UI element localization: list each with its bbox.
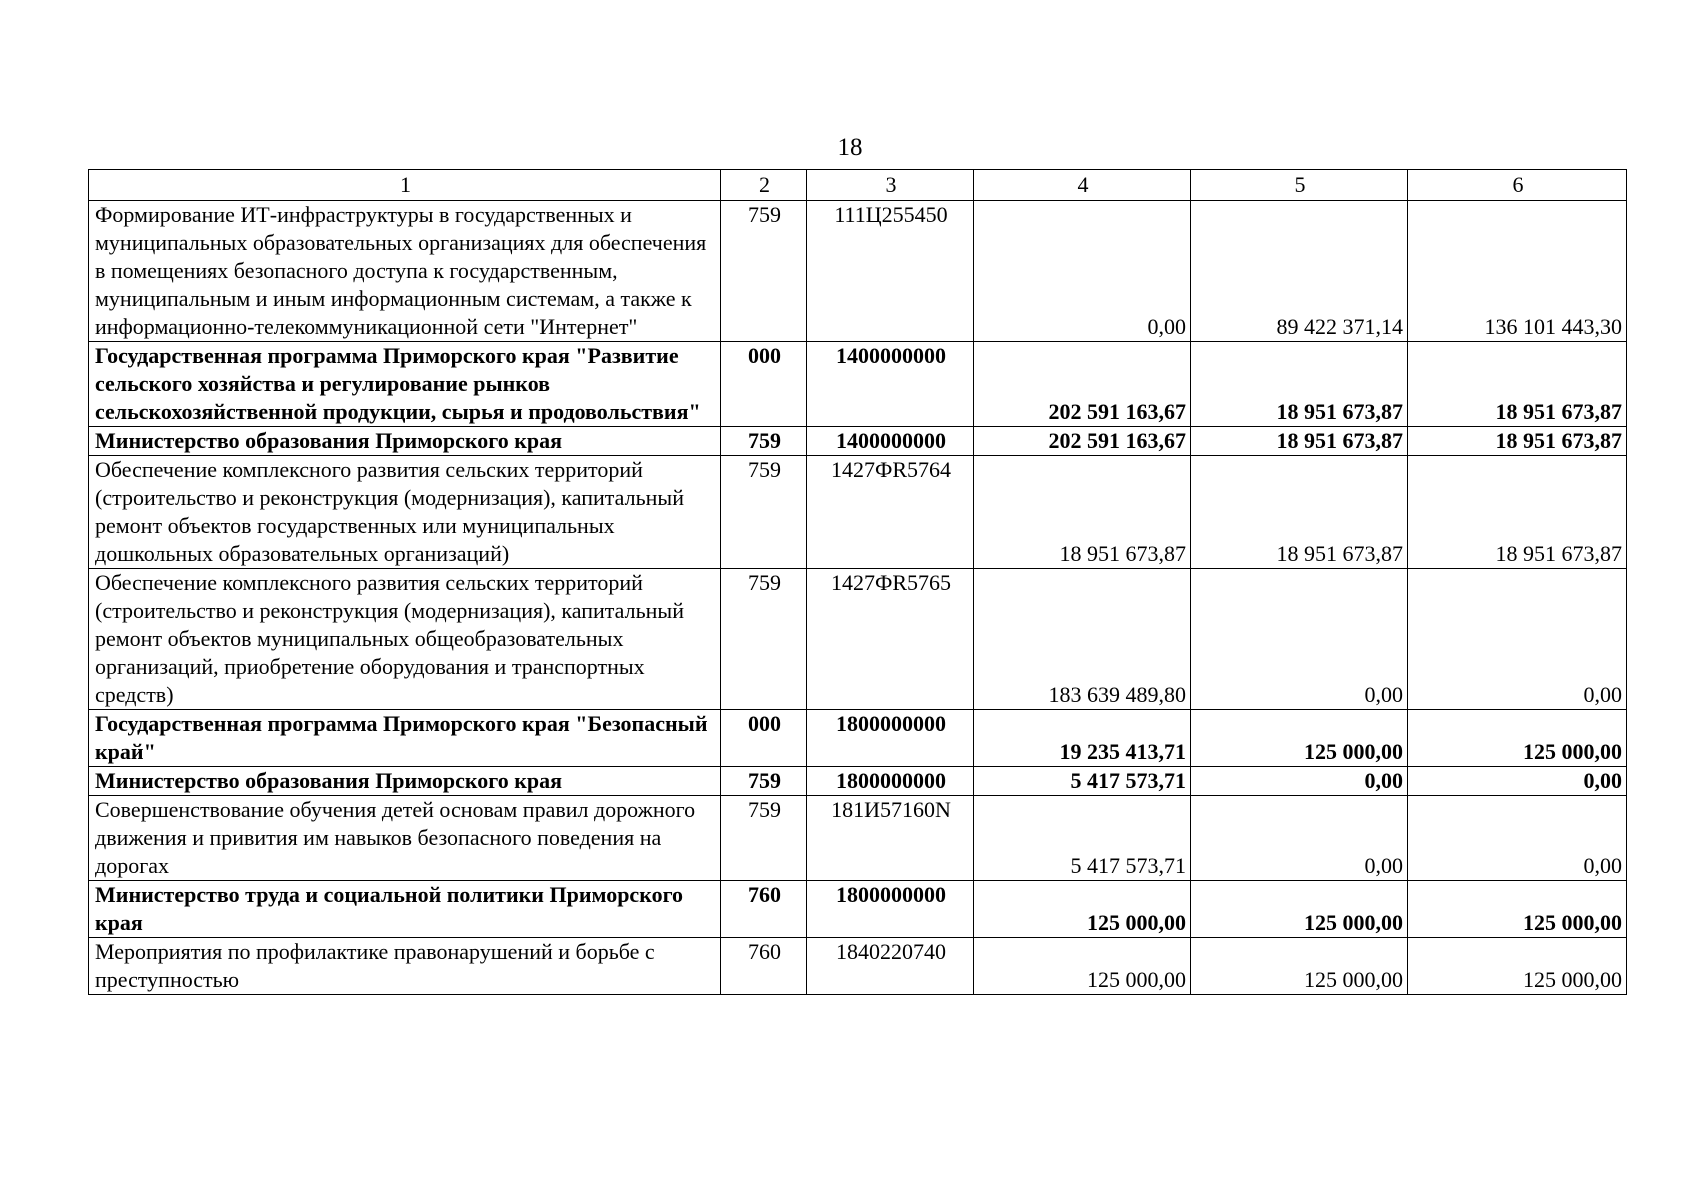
- row-value-col6: 18 951 673,87: [1408, 342, 1627, 427]
- row-target-code: 1427ФR5765: [807, 569, 974, 710]
- table-row: [89, 427, 1627, 456]
- row-value-col5: 0,00: [1191, 767, 1408, 796]
- row-value-col4: 202 591 163,67: [974, 342, 1191, 427]
- row-value-col5: 125 000,00: [1191, 710, 1408, 767]
- row-value-col6: 18 951 673,87: [1408, 456, 1627, 569]
- row-value-col5: 18 951 673,87: [1191, 427, 1408, 456]
- row-name: Совершенствование обучения детей основам правил дорожного движения и привития им навыков безопасного поведения на дорогах: [89, 796, 721, 881]
- row-target-code: 1427ФR5764: [807, 456, 974, 569]
- row-value-col5: 0,00: [1191, 569, 1408, 710]
- row-target-code: 181И57160N: [807, 796, 974, 881]
- row-value-col4: 5 417 573,71: [974, 796, 1191, 881]
- row-target-code: 1840220740: [807, 938, 974, 995]
- row-value-col5: 18 951 673,87: [1191, 342, 1408, 427]
- column-header: 3: [807, 170, 974, 201]
- row-value-col5: 18 951 673,87: [1191, 456, 1408, 569]
- row-code: 000: [721, 710, 807, 767]
- row-name: Мероприятия по профилактике правонарушений и борьбе с преступностью: [89, 938, 721, 995]
- row-value-col5: 125 000,00: [1191, 938, 1408, 995]
- row-target-code: 1800000000: [807, 881, 974, 938]
- row-target-code: 1400000000: [807, 427, 974, 456]
- row-target-code: 1800000000: [807, 710, 974, 767]
- page-number: 18: [837, 134, 863, 161]
- column-header: 2: [721, 170, 807, 201]
- row-code: 000: [721, 342, 807, 427]
- table-row: [89, 881, 1627, 938]
- row-name: Государственная программа Приморского края "Развитие сельского хозяйства и регулирование рынков сельскохозяйственной продукции, сырья и продовольствия": [89, 342, 721, 427]
- row-code: 759: [721, 569, 807, 710]
- header-row: [89, 170, 1627, 201]
- row-value-col4: 5 417 573,71: [974, 767, 1191, 796]
- table-row: [89, 569, 1627, 710]
- row-code: 759: [721, 201, 807, 342]
- row-code: 760: [721, 881, 807, 938]
- row-value-col5: 0,00: [1191, 796, 1408, 881]
- row-value-col6: 0,00: [1408, 767, 1627, 796]
- table-row: [89, 938, 1627, 995]
- row-name: Обеспечение комплексного развития сельских территорий (строительство и реконструкция (модернизация), капитальный ремонт объектов государственных или муниципальных дошкольных образовательных организаций): [89, 456, 721, 569]
- row-name: Обеспечение комплексного развития сельских территорий (строительство и реконструкция (модернизация), капитальный ремонт объектов муниципальных общеобразовательных организаций, приобретение оборудования и транспортных средств): [89, 569, 721, 710]
- row-value-col4: 19 235 413,71: [974, 710, 1191, 767]
- row-name: Министерство образования Приморского края: [89, 427, 721, 456]
- column-header: 1: [89, 170, 721, 201]
- table-row: [89, 710, 1627, 767]
- row-value-col5: 89 422 371,14: [1191, 201, 1408, 342]
- table-row: [89, 201, 1627, 342]
- row-value-col6: 125 000,00: [1408, 710, 1627, 767]
- column-header: 5: [1191, 170, 1408, 201]
- table-row: [89, 796, 1627, 881]
- row-value-col4: 0,00: [974, 201, 1191, 342]
- row-value-col4: 125 000,00: [974, 938, 1191, 995]
- row-target-code: 1400000000: [807, 342, 974, 427]
- row-target-code: 1800000000: [807, 767, 974, 796]
- row-name: Министерство труда и социальной политики Приморского края: [89, 881, 721, 938]
- table-row: [89, 342, 1627, 427]
- row-value-col6: 18 951 673,87: [1408, 427, 1627, 456]
- row-value-col6: 125 000,00: [1408, 881, 1627, 938]
- row-value-col4: 18 951 673,87: [974, 456, 1191, 569]
- row-name: Государственная программа Приморского края "Безопасный край": [89, 710, 721, 767]
- row-code: 759: [721, 427, 807, 456]
- row-name: Министерство образования Приморского края: [89, 767, 721, 796]
- column-header: 4: [974, 170, 1191, 201]
- row-value-col4: 202 591 163,67: [974, 427, 1191, 456]
- row-value-col4: 125 000,00: [974, 881, 1191, 938]
- table-row: [89, 456, 1627, 569]
- row-value-col6: 136 101 443,30: [1408, 201, 1627, 342]
- row-code: 759: [721, 796, 807, 881]
- row-value-col5: 125 000,00: [1191, 881, 1408, 938]
- row-name: Формирование ИТ-инфраструктуры в государственных и муниципальных образовательных организациях для обеспечения в помещениях безопасного доступа к государственным, муниципальным и иным информационным системам, а также к информационно-телекоммуникационной сети "Интернет": [89, 201, 721, 342]
- row-target-code: 111Ц255450: [807, 201, 974, 342]
- column-header: 6: [1408, 170, 1627, 201]
- row-code: 760: [721, 938, 807, 995]
- table-row: [89, 767, 1627, 796]
- row-code: 759: [721, 456, 807, 569]
- row-value-col6: 0,00: [1408, 569, 1627, 710]
- row-value-col6: 125 000,00: [1408, 938, 1627, 995]
- row-code: 759: [721, 767, 807, 796]
- budget-table: [88, 169, 1627, 995]
- row-value-col4: 183 639 489,80: [974, 569, 1191, 710]
- row-value-col6: 0,00: [1408, 796, 1627, 881]
